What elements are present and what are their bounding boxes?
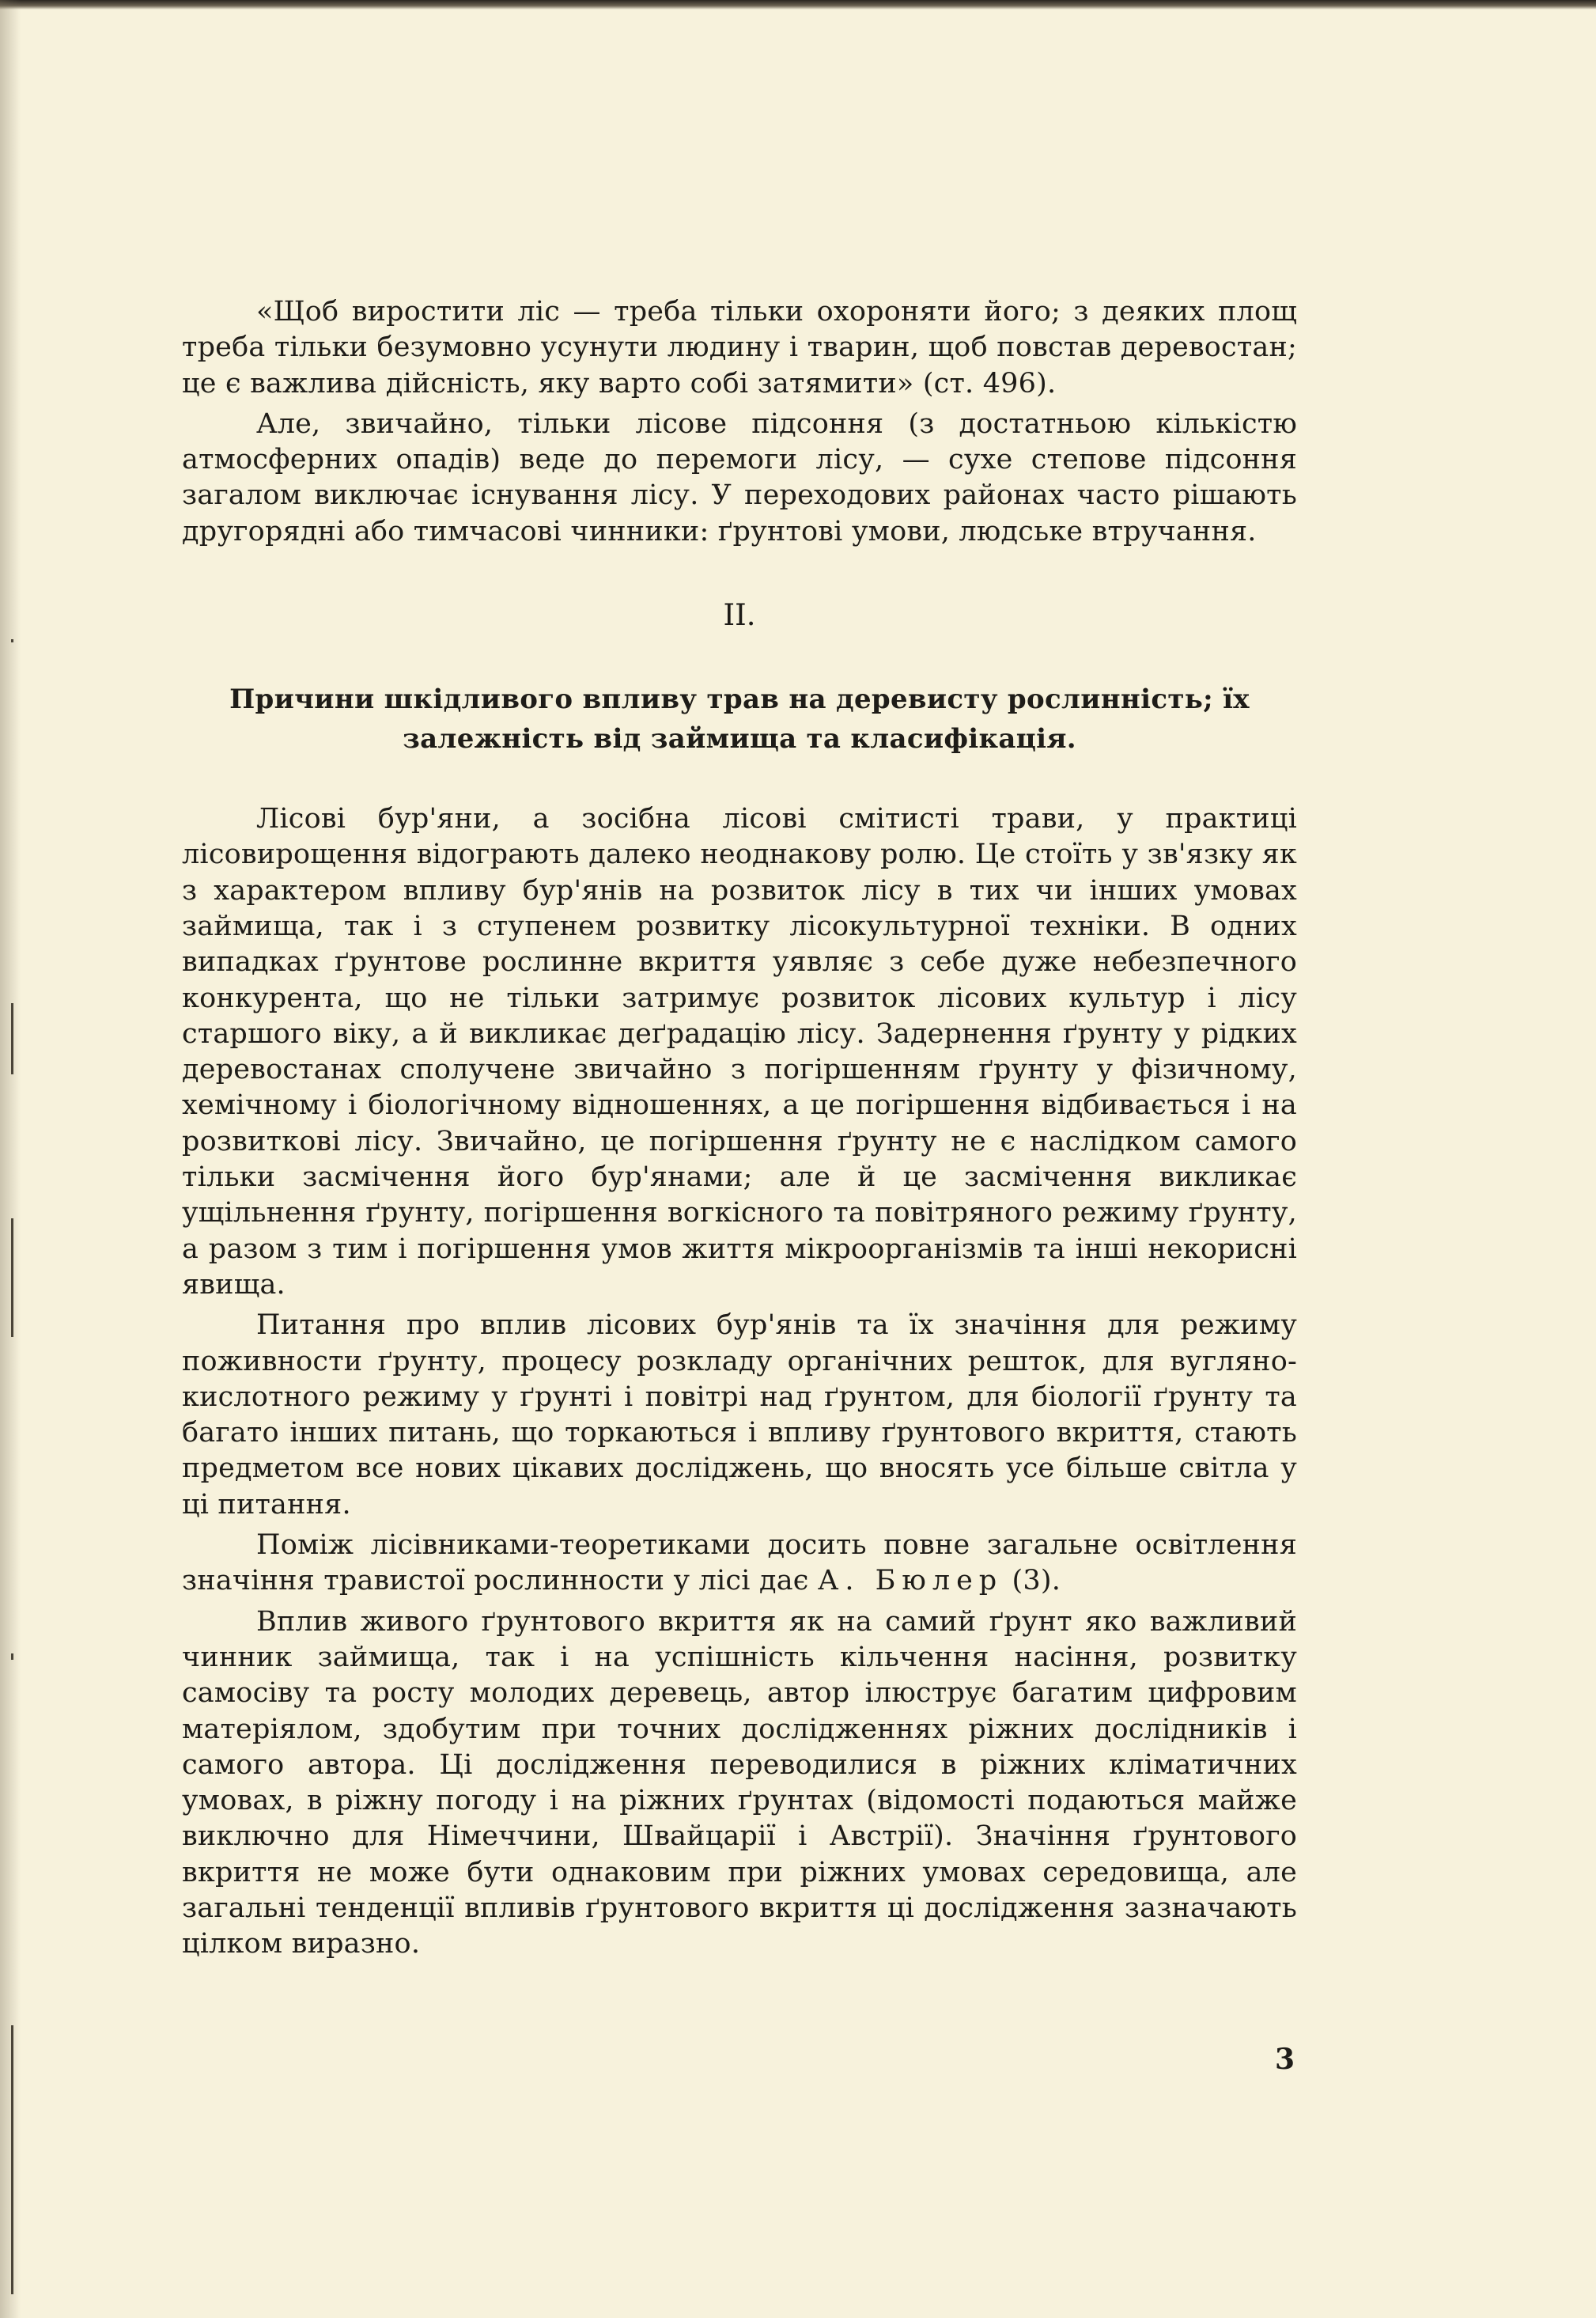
section-heading: Причини шкідливого впливу трав на деревисту рослинність; їх залежність від займища та класифікація. — [229, 684, 1250, 756]
scan-top-edge — [0, 0, 1596, 9]
binding-mark — [11, 1003, 13, 1074]
paragraph: Лісові бур'яни, а зосібна лісові смітисті трави, у практиці лісовирощення відограють далеко неоднакову ролю. Це стоїть у зв'язку як з характером впливу бур'янів на розвиток лісу в тих чи інших умовах займища, так і з ступенем розвитку лісокультурної техніки. В одних випадках ґрунтове рослинне вкриття уявляє з себе дуже небезпечного конкурента, що не тільки затримує розвиток лісових культур і лісу старшого віку, а й викликає деґрадацію лісу. Задернення ґрунту у рідких деревостанах сполучене звичайно з погіршенням ґрунту у фізичному, хемічному і біологічному відношеннях, а це погіршення відбивається і на розвиткові лісу. Звичайно, це погіршення ґрунту не є наслідком самого тільки засмічення його бур'янами; але й це засмічення викликає ущільнення ґрунту, погіршення вогкісного та повітряного режиму ґрунту, а разом з тим і погіршення умов життя мікроорганізмів та інші некорисні явища. — [182, 803, 1297, 1301]
section-number: II. — [723, 598, 756, 633]
text-run: (3). — [1003, 1565, 1061, 1597]
page-content — [182, 294, 1297, 1963]
binding-mark — [11, 639, 13, 642]
quote-paragraph: «Щоб виростити ліс — треба тільки охороняти його; з деяких площ треба тільки безумовно усунути людину і тварин, щоб повстав деревостан; це є важлива дійсність, яку варто собі затямити» (ст. 496). — [182, 296, 1297, 400]
paragraph: Але, звичайно, тільки лісове підсоння (з достатньою кількістю атмосферних опадів) веде до перемоги лісу, — сухе степове підсоння загалом виключає існування лісу. У переходових районах часто рішають другорядні або тимчасові чинники: ґрунтові умови, людське втручання. — [182, 407, 1297, 547]
text-run: Поміж лісівниками-теоретиками досить повне загальне освітлення значіння травистої рослинности у лісі дає — [182, 1529, 1297, 1597]
paragraph — [182, 1528, 1297, 1600]
paragraph: Питання про вплив лісових бур'янів та їх значіння для режиму поживности ґрунту, процесу розкладу органічних решток, для вугляно-кислотного режиму у ґрунті і повітрі над ґрунтом, для біології ґрунту та багато інших питань, що торкаються і впливу ґрунтового вкриття, стають предметом все нових цікавих досліджень, що вносять усе більше світла у ці питання. — [182, 1309, 1297, 1521]
author-name: А. Бюлер — [817, 1565, 1004, 1597]
top-text — [182, 294, 1297, 550]
scan-binding-shadow — [0, 0, 21, 2318]
body-text — [182, 801, 1297, 1963]
paragraph: Вплив живого ґрунтового вкриття як на самий ґрунт яко важливий чинник займища, так і на успішність кільчення насіння, розвитку самосіву та росту молодих деревець, автор ілюструє багатим цифровим матеріялом, здобутим при точних дослідженнях ріжних дослідників і самого автора. Ці дослідження переводилися в ріжних кліматичних умовах, в ріжну погоду і на ріжних ґрунтах (відомості подаються майже виключно для Німеччини, Швайцарії і Австрії). Значіння ґрунтового вкриття не може бути однаковим при ріжних умовах середовища, але загальні тенденції впливів ґрунтового вкриття ці дослідження зазначають цілком виразно. — [182, 1605, 1297, 1960]
binding-mark — [11, 1218, 13, 1337]
binding-mark — [11, 1653, 13, 1660]
binding-mark — [11, 2025, 13, 2294]
page-number: 3 — [1275, 2043, 1295, 2076]
